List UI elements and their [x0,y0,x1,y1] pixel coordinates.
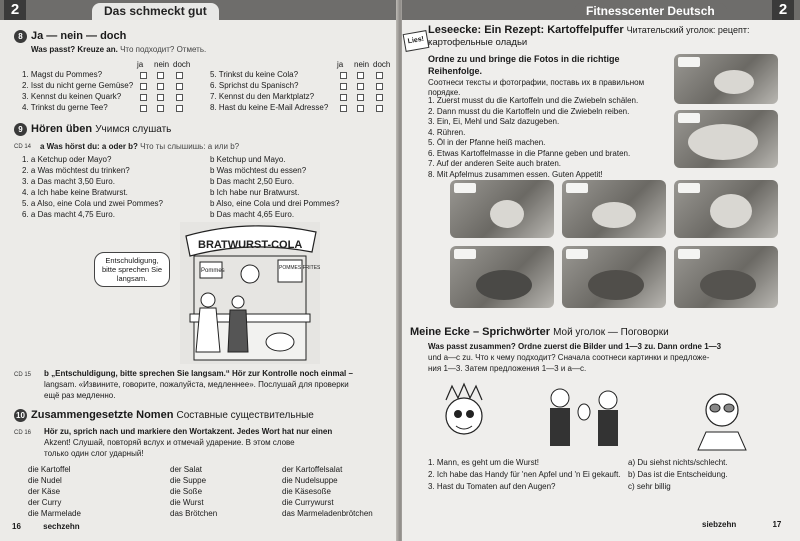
answer-checkbox[interactable] [376,94,383,101]
cd-track-16: CD 16 [14,430,32,436]
col-nein-2: nein [354,60,370,69]
ex9-title-ru: Учимся слушать [95,124,172,135]
answer-checkbox[interactable] [376,72,383,79]
compound-word: die Currywurst [282,498,334,507]
recipe-step: 1. Zuerst musst du die Kartoffeln und die Zwiebeln schälen. [428,96,639,105]
left-footer [12,522,80,536]
col-doch: doch [173,60,191,69]
answer-checkbox[interactable] [157,83,164,90]
meine-ecke-title-de: Meine Ecke – Sprichwörter [410,326,550,338]
pair-option-a[interactable]: 6. a Das macht 4,75 Euro. [22,210,115,219]
pair-option-a[interactable]: 1. a Ketchup oder Mayo? [22,155,112,164]
recipe-step: 7. Auf der anderen Seite auch braten. [428,159,561,168]
meine-ecke-line2: und a—c zu. Что к чему подходит? Сначала соотнеси картинки и предложе- [428,353,710,362]
ex9-title-de: Hören üben [31,123,93,135]
stand-label-frites: POMMES FRITES [279,265,320,271]
recipe-step: 2. Dann musst du die Kartoffeln und die Zwiebeln reiben. [428,106,630,116]
page-number-right: 17 [772,520,782,529]
answer-checkbox[interactable] [376,83,383,90]
lies-icon: Lies! [403,30,430,52]
recipe-step: 3. Ein, Ei, Mehl und Salz dazugeben. [428,117,560,126]
pair-option-a[interactable]: 5. a Also, eine Cola und zwei Pommes? [22,199,163,208]
page-word-right: siebzehn [702,520,737,529]
photo-pan-batter [562,246,666,308]
photo-frying [450,246,554,308]
proverb-illustrations [422,378,782,452]
compound-word: die Nudel [28,476,62,485]
answer-checkbox[interactable] [176,83,183,90]
compound-word: der Curry [28,498,62,507]
task-a-de: a Was hörst du: a oder b? [40,142,138,151]
col-nein: nein [154,60,170,69]
compound-word: die Marmelade [28,509,81,518]
right-footer [702,520,781,534]
chapter-number-left: 2 [4,0,26,20]
meine-ecke-line1: Was passt zusammen? Ordne zuerst die Bilder und 1—3 zu. Dann ordne 1—3 [428,342,722,351]
compound-word: das Brötchen [170,509,218,518]
photo-eggs-flour [562,180,666,238]
recipe-step: 8. Mit Apfelmus zusammen essen. Guten Appetit! [428,169,603,179]
compound-word: die Suppe [170,476,207,485]
sentence-3: 3. Hast du Tomaten auf den Augen? [428,482,556,491]
exercise-10-title [31,409,314,421]
meine-ecke-line3: ния 1—3. Затем предложения 1—3 и а—с. [428,364,587,373]
answer-checkbox[interactable] [157,72,164,79]
ex9-task-a [40,141,239,152]
lesecke-instr-ru: Соотнеси тексты и фотографии, поставь их в правильном порядке. [428,78,645,97]
answer-checkbox[interactable] [340,83,347,90]
pair-option-a[interactable]: 4. a Ich habe keine Bratwurst. [22,188,128,197]
lesecke-title-de: Leseecke: Ein Rezept: Kartoffelpuffer [428,24,624,36]
right-header-bar [402,0,800,20]
compound-word: die Käsesoße [282,487,331,496]
lesecke-title-ru-line2: картофельные оладьи [428,37,528,48]
col-ja: ja [137,60,144,69]
meaning-b: b) Das ist die Entscheidung. [628,470,728,479]
left-header-title: Das schmeckt gut [92,3,219,20]
lesecke-instr-1: Ordne zu und bringe die Fotos in die richtige [428,54,620,64]
meine-ecke-title-ru: Мой уголок — Поговорки [553,327,669,338]
exercise-10-badge: 10 [14,409,27,422]
pair-option-b[interactable]: b Was möchtest du essen? [210,166,307,175]
proverb-drawings [422,378,782,452]
ex9-task-b-line2: langsam. «Извините, говорите, пожалуйста, медленнее». Послушай для проверки [44,380,349,389]
exercise-9-badge: 9 [14,123,27,136]
pair-option-b[interactable]: b Also, eine Cola und drei Pommes? [210,199,340,208]
cd-track-14: CD 14 [14,144,32,150]
left-header-bar [0,0,398,20]
lesecke-title-ru-1: Читательский уголок: рецепт: [626,25,750,35]
answer-checkbox[interactable] [340,72,347,79]
pair-option-a[interactable]: 2. a Was möchtest du trinken? [22,166,130,175]
ex8-item-6: 6. Sprichst du Spanisch? [210,81,299,90]
ex10-title-ru: Составные существительные [176,410,314,421]
lesecke-instr-2: Reihenfolge. [428,66,483,76]
compound-word: das Marmeladenbrötchen [282,509,373,518]
instruction-de: Was passt? Kreuze an. [31,45,118,54]
ex8-item-8: 8. Hast du keine E-Mail Adresse? [210,103,329,112]
photo-grating [450,180,554,238]
page-word-left: sechzehn [43,522,80,531]
ex9-task-b-line1: b „Entschuldigung, bitte sprechen Sie langsam.“ Hör zur Kontrolle noch einmal – [44,369,353,378]
col-doch-2: doch [373,60,391,69]
compound-word: der Kartoffelsalat [282,465,343,474]
stand-sign: BRATWURST-COLA [198,239,303,251]
answer-checkbox[interactable] [140,72,147,79]
speech-bubble: Entschuldigung, bitte sprechen Sie langsam. [94,252,170,287]
ex8-item-7: 7. Kennst du den Marktplatz? [210,92,315,101]
lesecke-title [428,24,749,36]
pair-option-a[interactable]: 3. a Das macht 3,50 Euro. [22,177,115,186]
compound-word: der Salat [170,465,203,474]
answer-checkbox[interactable] [140,105,147,112]
meine-ecke-title [410,326,669,338]
ex10-line3: только один слог ударный! [44,449,144,458]
answer-checkbox[interactable] [357,94,364,101]
answer-checkbox[interactable] [176,105,183,112]
ex8-item-2: 2. Isst du nicht gerne Gemüse? [22,81,134,90]
bratwurst-stand-drawing [180,222,320,364]
meaning-c: c) sehr billig [628,482,671,491]
col-ja-2: ja [337,60,344,69]
exercise-8-instruction [31,44,206,55]
compound-word: die Kartoffel [28,465,71,474]
pair-option-b[interactable]: b Ketchup und Mayo. [210,155,286,164]
ex8-item-1: 1. Magst du Pommes? [22,70,103,79]
recipe-step: 5. Öl in der Pfanne heiß machen. [428,138,546,147]
photo-potato-pancake [674,110,778,168]
ex10-title-de: Zusammengesetzte Nomen [31,409,174,421]
compound-word: die Nudelsuppe [282,476,338,485]
right-header-title: Fitnesscenter Deutsch [574,3,727,20]
answer-checkbox[interactable] [176,94,183,101]
right-page [402,0,800,541]
answer-checkbox[interactable] [357,105,364,112]
sentence-2: 2. Ich habe das Handy für 'nen Apfel und 'n Ei gekauft. [428,470,621,479]
ex9-task-b-line3: ещё раз медленно. [44,391,116,400]
answer-checkbox[interactable] [176,72,183,79]
answer-checkbox[interactable] [357,72,364,79]
pair-option-b[interactable]: b Das macht 4,65 Euro. [210,210,295,219]
pair-option-b[interactable]: b Das macht 2,50 Euro. [210,177,295,186]
photo-stirring [674,180,778,238]
answer-checkbox[interactable] [340,94,347,101]
compound-word: die Soße [170,487,203,496]
recipe-step: 4. Rühren. [428,127,466,137]
cd-track-15: CD 15 [14,372,32,378]
answer-checkbox[interactable] [157,105,164,112]
page-number-left: 16 [12,522,21,531]
photo-turning [674,246,778,308]
task-a-ru: Что ты слышишь: a или b? [140,142,240,151]
left-page [0,0,398,541]
exercise-9-title [31,123,171,135]
answer-checkbox[interactable] [140,83,147,90]
answer-checkbox[interactable] [340,105,347,112]
sentence-1: 1. Mann, es geht um die Wurst! [428,458,540,467]
answer-checkbox[interactable] [376,105,383,112]
ex8-item-4: 4. Trinkst du gerne Tee? [22,103,108,112]
ex8-item-5: 5. Trinkst du keine Cola? [210,70,299,79]
stand-label-pommes: Pommes [201,268,225,274]
photo-potato-peeling [674,54,778,104]
ex8-item-3: 3. Kennst du keinen Quark? [22,92,122,101]
recipe-step: 6. Etwas Kartoffelmasse in die Pfanne geben und braten. [428,148,631,158]
exercise-8-title: Ja — nein — doch [31,30,127,42]
instruction-ru: Что подходит? Отметь. [120,45,207,54]
meaning-a: a) Du siehst nichts/schlecht. [628,458,728,467]
ex10-line1: Hör zu, sprich nach und markiere den Wortakzent. Jedes Wort hat nur einen [44,427,333,436]
chapter-number-right: 2 [772,0,794,20]
compound-word: der Käse [28,487,61,496]
pair-option-b[interactable]: b Ich habe nur Bratwurst. [210,188,300,197]
answer-checkbox[interactable] [157,94,164,101]
ex10-line2: Akzent! Слушай, повторяй вслух и отмечай ударение. В этом слове [44,438,295,447]
bratwurst-stand-illustration [180,222,320,364]
compound-word: die Wurst [170,498,204,507]
answer-checkbox[interactable] [357,83,364,90]
exercise-8-badge: 8 [14,30,27,43]
answer-checkbox[interactable] [140,94,147,101]
